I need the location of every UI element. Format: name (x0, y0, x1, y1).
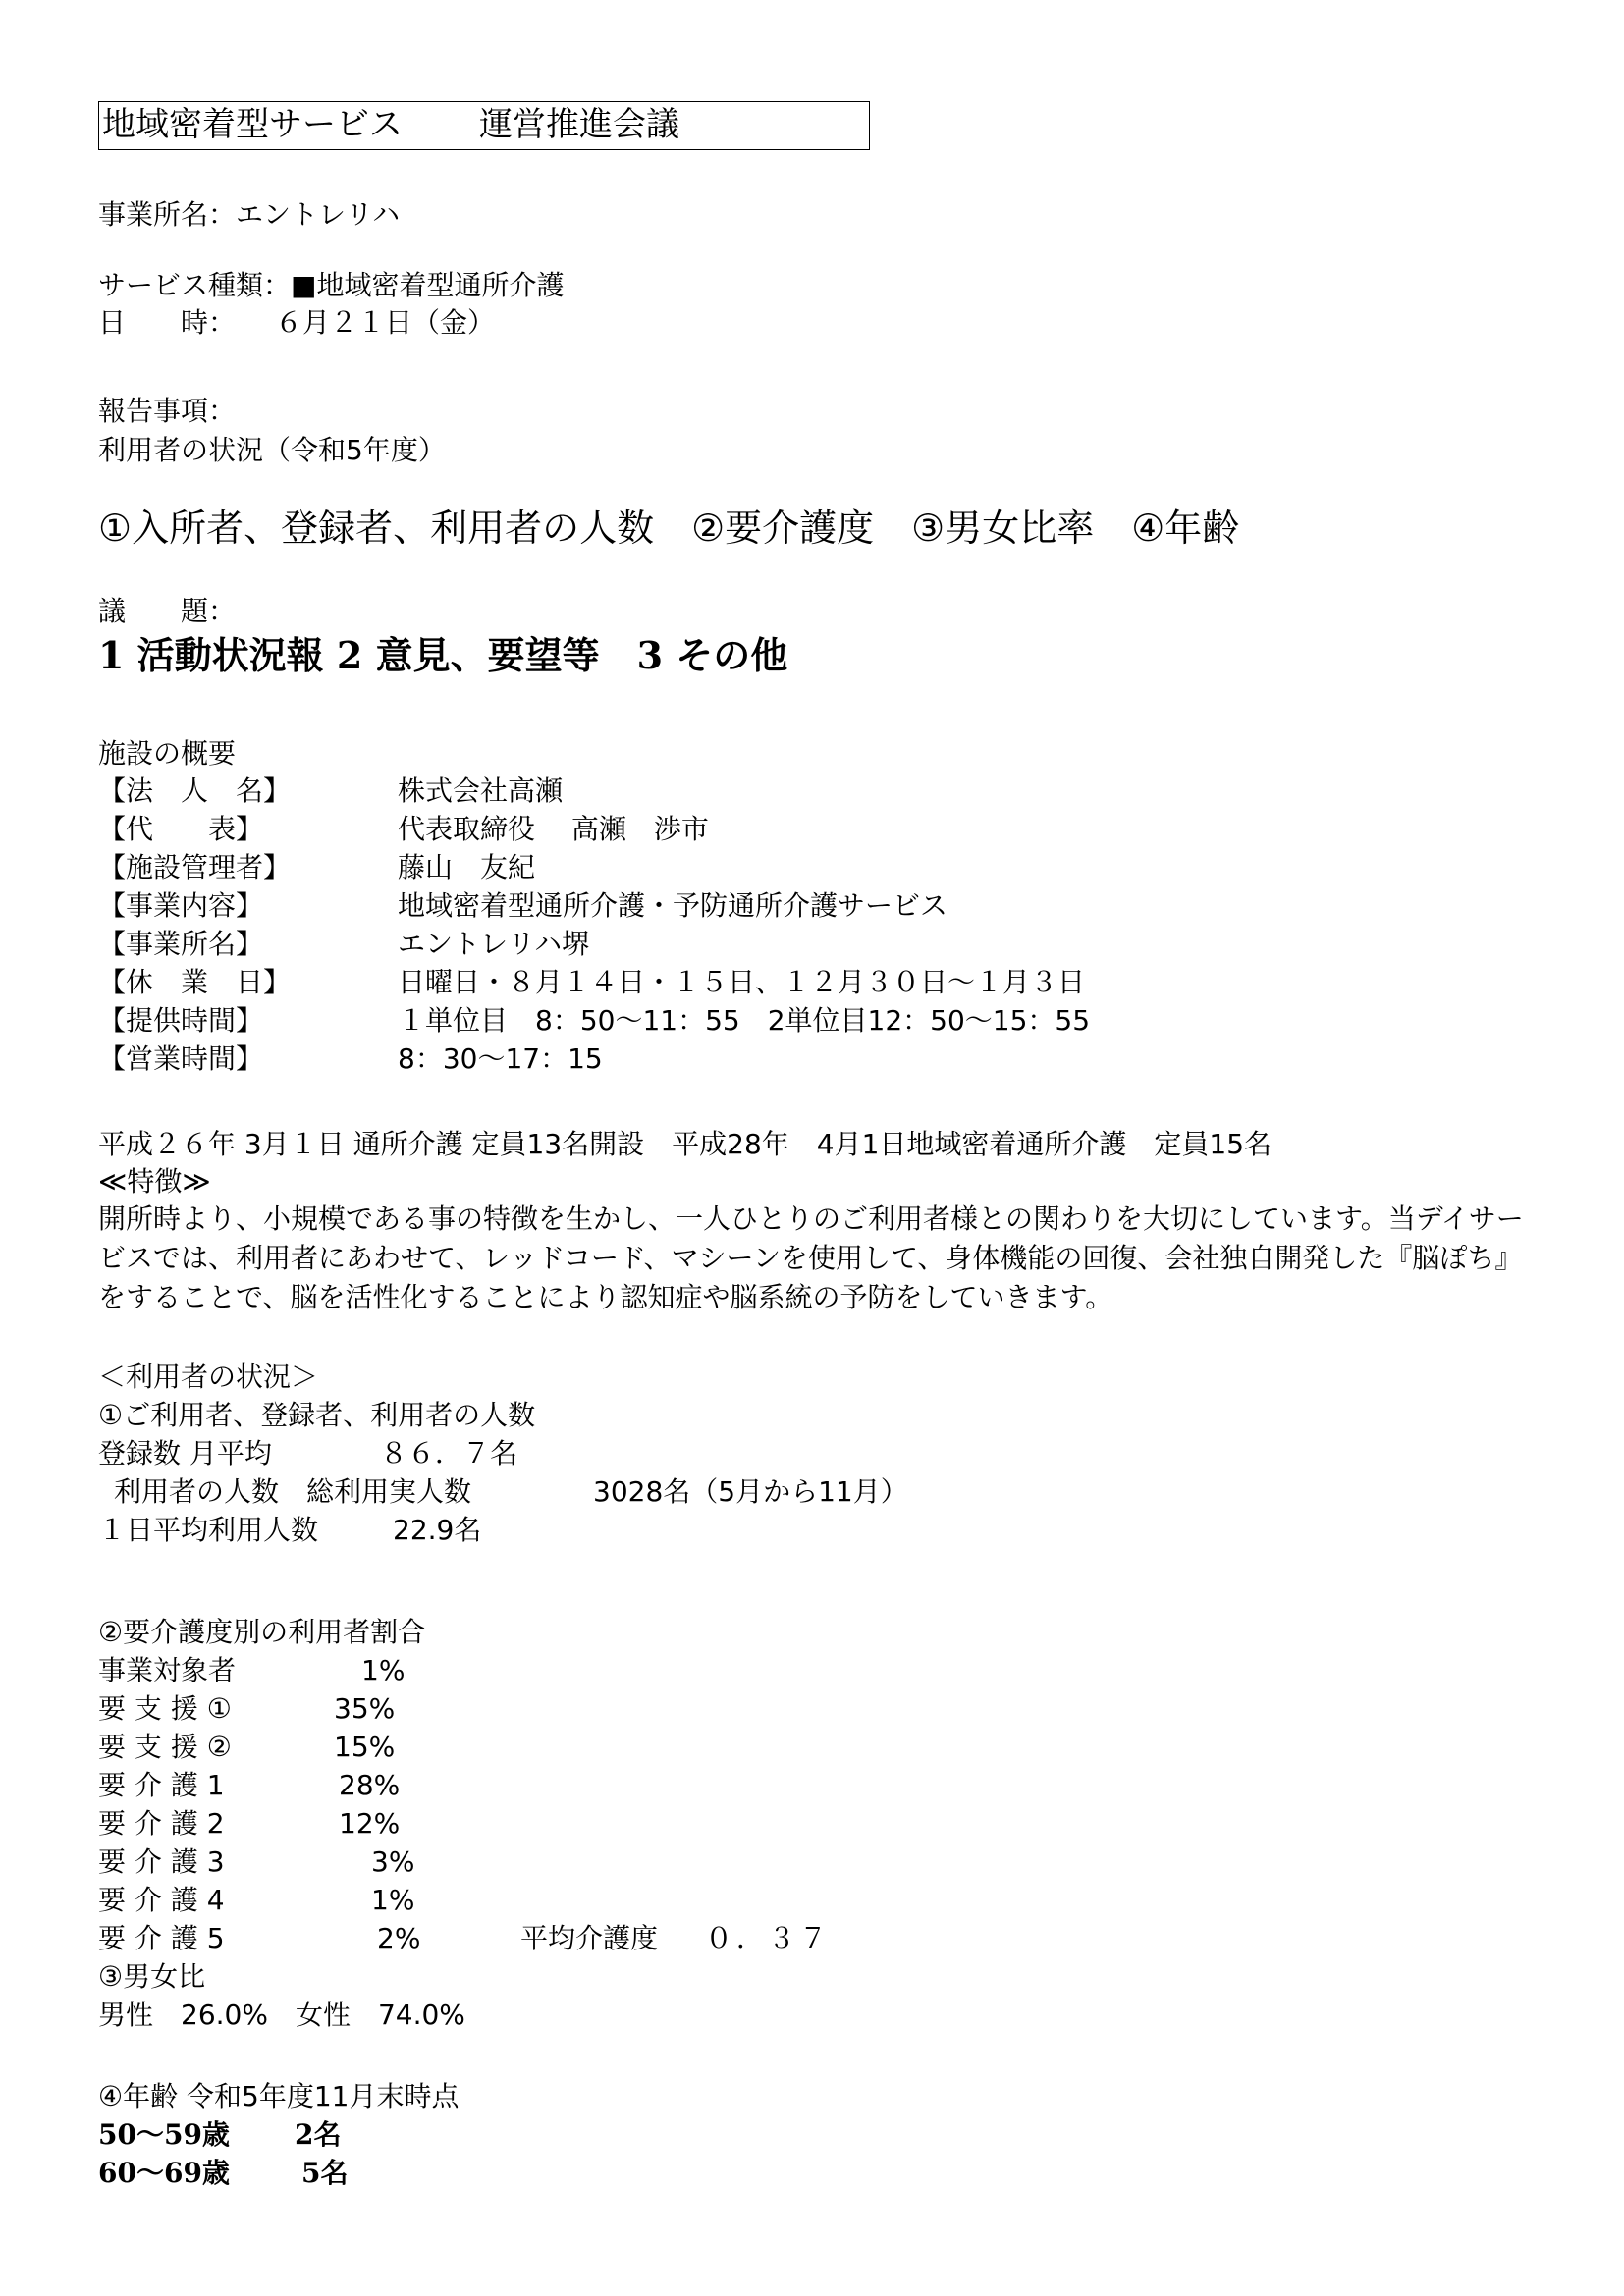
average-care-label: 平均介護度 (520, 1922, 659, 1954)
facility-label: 【代 表】 (98, 813, 264, 845)
date-line (98, 305, 495, 341)
care-value: 15% (334, 1731, 396, 1763)
agenda-items: 1 活動状況報 2 意見、要望等 3 その他 (98, 633, 788, 677)
facility-value: 地域密着型通所介護・予防通所介護サービス (398, 889, 948, 922)
care-value: 12% (339, 1807, 401, 1840)
care-label: 事業対象者 (98, 1654, 237, 1686)
care-value: 2% (377, 1922, 421, 1954)
daily-label: １日平均利用人数 (98, 1514, 319, 1546)
facility-value: 藤山 友紀 (398, 851, 536, 883)
care-label: 要 介 護 3 (98, 1845, 225, 1878)
facility-value: 株式会社高瀬 (398, 774, 564, 807)
age-heading: ④年齢 令和5年度11月末時点 (98, 2080, 460, 2112)
gender-line: 男性 26.0% 女性 74.0% (98, 1999, 465, 2031)
facility-value: エントレリハ堺 (398, 928, 590, 960)
history-line: 平成２６年 3月１日 通所介護 定員13名開設 平成28年 4月1日地域密着通所介護 定員15名 (98, 1128, 1272, 1160)
date-label: 日 時： (98, 306, 237, 339)
facility-value: 8：30～17：15 (398, 1042, 603, 1075)
report-label: 報告事項： (98, 395, 237, 427)
registered-value: ８６．７名 (380, 1437, 518, 1469)
facility-label: 【事業所名】 (98, 928, 264, 960)
facility-label: 【休 業 日】 (98, 966, 292, 998)
facility-heading: 施設の概要 (98, 737, 237, 770)
features-heading: ≪特徴≫ (98, 1165, 211, 1198)
features-body: 開所時より、小規模である事の特徴を生かし、一人ひとりのご利用者様との関わりを大切にしています。当デイサービスでは、利用者にあわせて、レッドコード、マシーンを使用して、身体機能の回復、会社独自開発した『脳ぽち』をすることで、脳を活性化することにより認知症や脳系統の予防をしていきます。 (98, 1202, 1524, 1313)
care-label: 要 介 護 4 (98, 1884, 225, 1916)
care-value: 1% (361, 1654, 406, 1686)
service-type: サービス種類：■地域密着型通所介護 (98, 269, 565, 301)
age-label: 60～69歳 (98, 2157, 230, 2189)
facility-label: 【事業内容】 (98, 889, 264, 922)
age-label: 50～59歳 (98, 2118, 230, 2151)
care-value: 28% (339, 1769, 401, 1801)
usage-sub1: ①ご利用者、登録者、利用者の人数 (98, 1399, 536, 1431)
daily-value: 22.9名 (393, 1514, 482, 1546)
total-value: 3028名（5月から11月） (593, 1475, 908, 1508)
care-value: 35% (334, 1692, 396, 1725)
facility-value: 日曜日・８月１４日・１５日、１２月３０日～１月３日 (398, 966, 1086, 998)
care-label: 要 介 護 1 (98, 1769, 225, 1801)
gender-heading: ③男女比 (98, 1960, 206, 1993)
date-value: ６月２１日（金） (275, 306, 496, 339)
care-label: 要 介 護 2 (98, 1807, 225, 1840)
facility-label: 【提供時間】 (98, 1004, 264, 1037)
agenda-label: 議 題： (98, 595, 237, 627)
average-care-value: ０．３７ (705, 1922, 832, 1954)
care-label: 要 支 援 ② (98, 1731, 232, 1763)
document-title (102, 104, 679, 145)
title-left: 地域密着型サービス (102, 105, 403, 144)
facility-label: 【法 人 名】 (98, 774, 292, 807)
facility-label: 【営業時間】 (98, 1042, 264, 1075)
care-label: 要 支 援 ① (98, 1692, 232, 1725)
care-value: 1% (371, 1884, 415, 1916)
office-name: 事業所名：エントレリハ (98, 198, 401, 231)
care-value: 3% (371, 1845, 415, 1878)
total-label: 利用者の人数 総利用実人数 (114, 1475, 472, 1508)
age-value: 5名 (301, 2157, 349, 2189)
title-right: 運営推進会議 (479, 105, 679, 144)
usage-heading: ＜利用者の状況＞ (98, 1361, 319, 1393)
facility-label: 【施設管理者】 (98, 851, 292, 883)
facility-value: 代表取締役 高瀬 渉市 (398, 813, 709, 845)
care-heading: ②要介護度別の利用者割合 (98, 1616, 426, 1648)
care-label: 要 介 護 5 (98, 1922, 225, 1954)
report-item: 利用者の状況（令和5年度） (98, 434, 446, 466)
facility-value: １単位目 8：50～11：55 2単位目12：50～15：55 (398, 1004, 1091, 1037)
registered-label: 登録数 月平均 (98, 1437, 272, 1469)
age-value: 2名 (295, 2118, 342, 2151)
report-topics: ①入所者、登録者、利用者の人数 ②要介護度 ③男女比率 ④年齢 (98, 507, 1240, 550)
